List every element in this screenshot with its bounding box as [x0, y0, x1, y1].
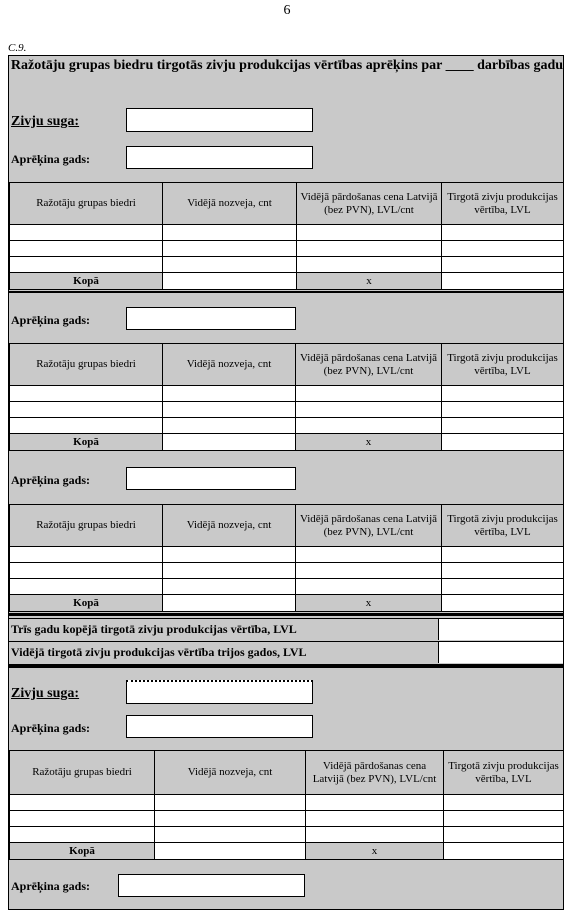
total-catch-input[interactable]	[163, 434, 296, 451]
cell-input[interactable]	[442, 225, 564, 241]
summary-average-input[interactable]	[438, 642, 563, 663]
cell-input[interactable]	[306, 811, 444, 827]
summary-total-input[interactable]	[438, 619, 563, 640]
form-code: C.9.	[8, 42, 27, 54]
calc-year-input[interactable]	[126, 467, 296, 490]
cell-input[interactable]	[442, 563, 564, 579]
calc-year-label: Aprēķina gads:	[11, 879, 91, 893]
total-x-mark: x	[306, 843, 444, 860]
total-catch-input[interactable]	[163, 595, 296, 612]
cell-input[interactable]	[10, 402, 163, 418]
col-header-value: Tirgotā zivju produkcijas vērtība, LVL	[442, 344, 564, 386]
cell-input[interactable]	[306, 795, 444, 811]
total-label: Kopā	[10, 273, 163, 290]
cell-input[interactable]	[444, 827, 564, 843]
col-header-price: Vidējā pārdošanas cena Latvijā (bez PVN), LVL/cnt	[296, 344, 442, 386]
total-value-input[interactable]	[444, 843, 564, 860]
col-header-members: Ražotāju grupas biedri	[10, 344, 163, 386]
cell-input[interactable]	[296, 386, 442, 402]
col-header-catch: Vidējā nozveja, cnt	[163, 505, 296, 547]
total-catch-input[interactable]	[163, 273, 297, 290]
cell-input[interactable]	[10, 386, 163, 402]
section-divider	[9, 291, 563, 293]
section-divider	[9, 664, 563, 668]
col-header-value: Tirgotā zivju produkcijas vērtība, LVL	[442, 505, 564, 547]
page-number: 6	[283, 3, 291, 18]
cell-input[interactable]	[155, 827, 306, 843]
cell-input[interactable]	[163, 257, 297, 273]
species-label: Zivju suga:	[11, 114, 80, 129]
cell-input[interactable]	[163, 402, 296, 418]
cell-input[interactable]	[10, 257, 163, 273]
col-header-catch: Vidējā nozveja, cnt	[155, 751, 306, 795]
cell-input[interactable]	[442, 579, 564, 595]
cell-input[interactable]	[442, 418, 564, 434]
total-label: Kopā	[10, 595, 163, 612]
cell-input[interactable]	[163, 547, 296, 563]
total-x-mark: x	[296, 434, 442, 451]
cell-input[interactable]	[10, 827, 155, 843]
cell-input[interactable]	[163, 225, 297, 241]
cell-input[interactable]	[297, 257, 442, 273]
total-label: Kopā	[10, 843, 155, 860]
cell-input[interactable]	[155, 795, 306, 811]
col-header-catch: Vidējā nozveja, cnt	[163, 344, 296, 386]
cell-input[interactable]	[442, 257, 564, 273]
total-label: Kopā	[10, 434, 163, 451]
cell-input[interactable]	[296, 418, 442, 434]
total-catch-input[interactable]	[155, 843, 306, 860]
members-table	[9, 182, 564, 290]
cell-input[interactable]	[10, 241, 163, 257]
cell-input[interactable]	[10, 579, 163, 595]
cell-input[interactable]	[163, 563, 296, 579]
section-divider	[9, 859, 563, 860]
form-c9	[8, 55, 564, 910]
col-header-members: Ražotāju grupas biedri	[10, 505, 163, 547]
cell-input[interactable]	[296, 579, 442, 595]
col-header-price: Vidējā pārdošanas cena Latvijā (bez PVN), LVL/cnt	[297, 183, 442, 225]
members-table	[9, 504, 564, 612]
total-x-mark: x	[296, 595, 442, 612]
col-header-price: Vidējā pārdošanas cena Latvijā (bez PVN), LVL/cnt	[296, 505, 442, 547]
summary-row-average	[9, 641, 563, 664]
total-value-input[interactable]	[442, 434, 564, 451]
cell-input[interactable]	[163, 579, 296, 595]
cell-input[interactable]	[442, 386, 564, 402]
calc-year-input[interactable]	[126, 715, 313, 738]
col-header-price: Vidējā pārdošanas cena Latvijā (bez PVN), LVL/cnt	[306, 751, 444, 795]
species-label: Zivju suga:	[11, 686, 80, 701]
total-x-mark: x	[297, 273, 442, 290]
calc-year-input[interactable]	[126, 307, 296, 330]
calc-year-label: Aprēķina gads:	[11, 721, 91, 735]
cell-input[interactable]	[163, 418, 296, 434]
col-header-members: Ražotāju grupas biedri	[10, 183, 163, 225]
cell-input[interactable]	[444, 811, 564, 827]
total-value-input[interactable]	[442, 273, 564, 290]
col-header-value: Tirgotā zivju produkcijas vērtība, LVL	[444, 751, 564, 795]
form-title: Ražotāju grupas biedru tirgotās zivju produkcijas vērtības aprēķins par ____ darbības gadu	[10, 58, 564, 73]
section-divider	[9, 613, 563, 616]
cell-input[interactable]	[10, 225, 163, 241]
cell-input[interactable]	[10, 547, 163, 563]
members-table	[9, 750, 564, 860]
cell-input[interactable]	[155, 811, 306, 827]
calc-year-input[interactable]	[126, 146, 313, 169]
col-header-catch: Vidējā nozveja, cnt	[163, 183, 297, 225]
cell-input[interactable]	[442, 547, 564, 563]
summary-row-total	[9, 618, 563, 641]
summary-average-label: Vidējā tirgotā zivju produkcijas vērtība trijos gados, LVL	[11, 645, 307, 659]
calc-year-label: Aprēķina gads:	[11, 473, 91, 487]
cell-input[interactable]	[10, 811, 155, 827]
cell-input[interactable]	[306, 827, 444, 843]
species-input[interactable]	[126, 108, 313, 132]
calc-year-label: Aprēķina gads:	[11, 313, 91, 327]
col-header-value: Tirgotā zivju produkcijas vērtība, LVL	[442, 183, 564, 225]
cell-input[interactable]	[163, 386, 296, 402]
cell-input[interactable]	[10, 418, 163, 434]
members-table	[9, 343, 564, 451]
calc-year-input[interactable]	[118, 874, 305, 897]
cell-input[interactable]	[297, 225, 442, 241]
total-value-input[interactable]	[442, 595, 564, 612]
cell-input[interactable]	[296, 402, 442, 418]
cell-input[interactable]	[296, 547, 442, 563]
cell-input[interactable]	[442, 241, 564, 257]
summary-total-label: Trīs gadu kopējā tirgotā zivju produkcijas vērtība, LVL	[11, 622, 297, 636]
calc-year-label: Aprēķina gads:	[11, 152, 91, 166]
cell-input[interactable]	[10, 795, 155, 811]
cell-input[interactable]	[444, 795, 564, 811]
cell-input[interactable]	[10, 563, 163, 579]
species-input[interactable]	[126, 680, 313, 704]
cell-input[interactable]	[297, 241, 442, 257]
cell-input[interactable]	[296, 563, 442, 579]
cell-input[interactable]	[163, 241, 297, 257]
col-header-members: Ražotāju grupas biedri	[10, 751, 155, 795]
cell-input[interactable]	[442, 402, 564, 418]
